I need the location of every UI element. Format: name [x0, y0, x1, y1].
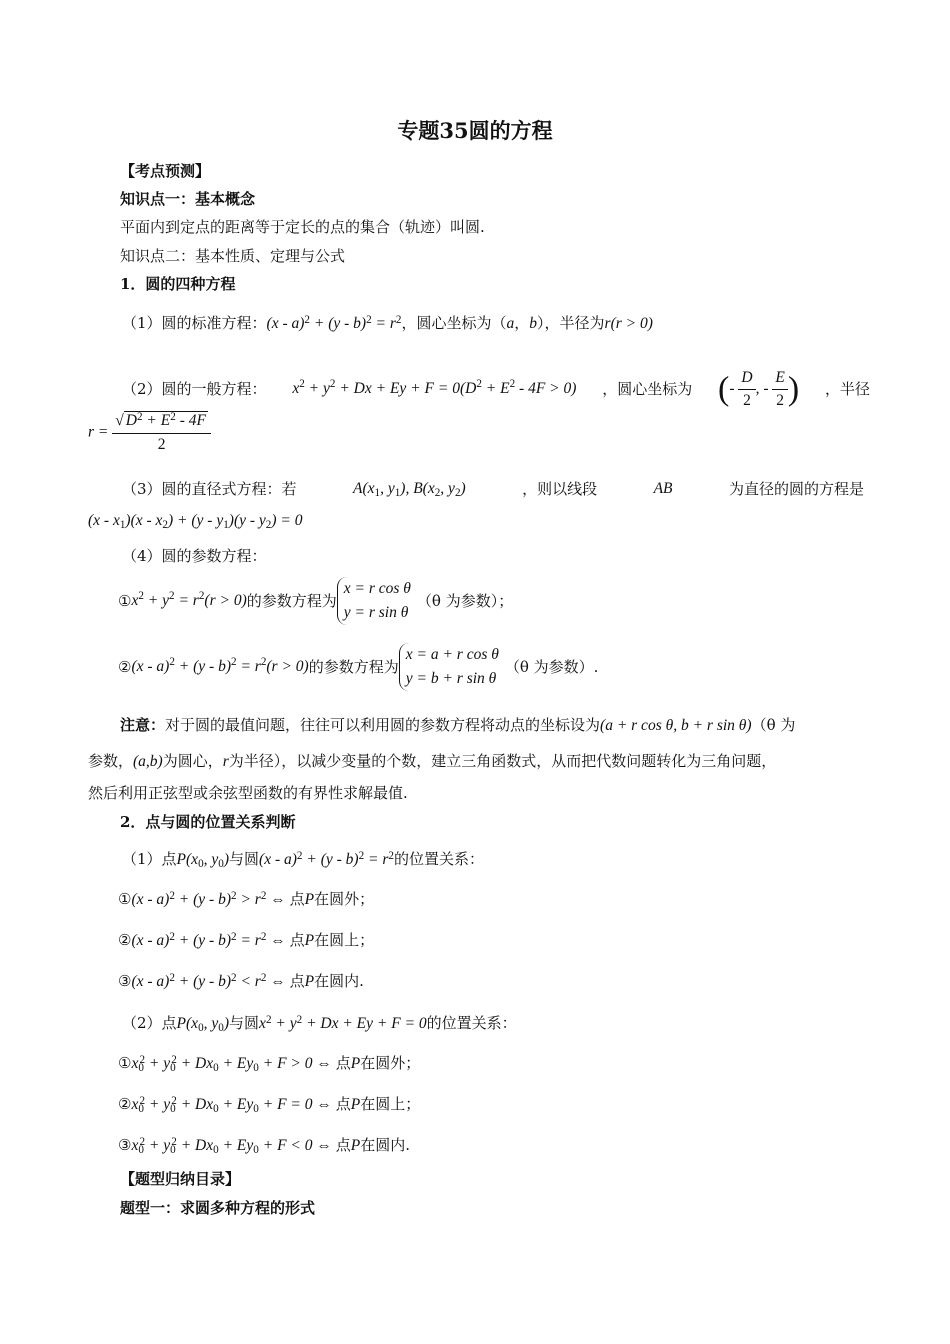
parametric-equation-2: ② $(x - a)^2 + (y - b)^2 = r^2(r > 0)$ 的参数方程为 x = a + r cos θ y = b + r sin θ （θ 为参数）. [118, 640, 598, 694]
standard-outside: ①(x - $a)^2 + (y - b)^2 > r^2$ ⇔ 点P在圆外； [118, 889, 375, 908]
standard-position-line: （1）点$P(x_0$, $y_0$)与圆$(x - a)^2 + (y - b)^2 = r^2$的位置关系： [122, 849, 484, 871]
standard-on: ②(x - $a)^2 + (y - b)^2 = r^2$ ⇔ 点P在圆上； [118, 930, 375, 949]
question-type-1: 题型一：求圆多种方程的形式 [120, 1199, 316, 1217]
four-equations-heading: 1．圆的四种方程 [120, 275, 236, 293]
section-heading-exam-points: 【考点预测】 [120, 162, 211, 180]
note-line-2: 参数，(a,b)为圆心，r为半径），以减少变量的个数，建立三角函数式，从而把代数问题转化为三角问题， [88, 752, 777, 770]
general-on: $②x_0^2 + y_0^2 + Dx_0 + Ey_0 + F = 0$ ⇔ 点P在圆上； [118, 1094, 421, 1116]
point-circle-heading: 2．点与圆的位置关系判断 [120, 813, 296, 831]
general-inside: $③x_0^2 + y_0^2 + Dx_0 + Ey_0 + F < 0$ ⇔ 点P在圆内. [118, 1135, 411, 1157]
parametric-equation-heading: （4）圆的参数方程： [122, 547, 267, 565]
parametric-point: (a + r cos θ, b + r sin θ) [600, 717, 752, 734]
general-center-formula: (- $\frac{D}{2}$ , - $\frac{E}{2}$ ) [718, 368, 800, 409]
parametric-equation-1: ① $x^2 + y^2 = r^2(r > 0)$ 的参数方程为 x = r cos θ y = r sin θ （θ 为参数）； [118, 574, 513, 628]
standard-equation-line: （1）圆的标准方程：$(x - a)^2 + (y - b)^2 = r^2$，圆心坐标为（a，b），半径为r(r > 0) [122, 313, 653, 332]
parametric-system-1: x = r cos θ y = r sin θ [337, 577, 411, 625]
standard-equation-formula: $(x - a)^2 + (y - b)^2 = r^2$ [266, 313, 402, 332]
general-radius-formula: r = $\frac{√ D^2 + E^2 - 4F}{2}$ [88, 410, 211, 456]
diameter-equation-line: （3）圆的直径式方程：若 $A(x_1$, $y_1$), $B(x_2$, $y_2$) ，则以线段 AB 为直径的圆的方程是 [122, 480, 864, 500]
diameter-equation-formula: $(x - x_1)(x - x_2) + (y - y_1)(y - y_2) = 0$ [88, 512, 303, 532]
note-line-3: 然后利用正弦型或余弦型函数的有界性求解最值. [88, 784, 408, 802]
general-equation-formula: $x^2 + y^2 + Dx + Ey + F = 0(D^2 + E^2 - 4F > 0)$ [292, 378, 577, 397]
general-equation-line: （2）圆的一般方程： $x^2 + y^2 + Dx + Ey + F = 0(D^2 + E^2 - 4F > 0)$ ，圆心坐标为 (- $\frac{D}{2}$ , - $\frac{E}{2}$ ) ，半径 [122, 366, 870, 412]
page-title: 专题35圆的方程 [397, 118, 553, 143]
knowledge-point-1-heading: 知识点一：基本概念 [120, 190, 256, 208]
parametric-system-2: x = a + r cos θ y = b + r sin θ [399, 643, 499, 691]
knowledge-point-2-heading: 知识点二：基本性质、定理与公式 [120, 247, 346, 265]
general-position-line: （2）点$P(x_0$, $y_0$)与圆$x^2 + y^2 + Dx + Ey + F = 0$的位置关系： [122, 1013, 517, 1035]
circle-definition-text: 平面内到定点的距离等于定长的点的集合（轨迹）叫圆. [120, 218, 485, 236]
diameter-endpoints: $A(x_1$, $y_1$), $B(x_2$, $y_2$) [352, 480, 466, 500]
general-outside: $①x_0^2 + y_0^2 + Dx_0 + Ey_0 + F > 0$ ⇔ 点P在圆外； [118, 1053, 421, 1075]
standard-inside: ③(x - $a)^2 + (y - b)^2 < r^2$ ⇔ 点P在圆内. [118, 971, 364, 990]
radius-condition: r(r > 0) [604, 315, 653, 332]
section-heading-question-types: 【题型归纳目录】 [120, 1170, 241, 1188]
note-line-1: 注意：对于圆的最值问题，往往可以利用圆的参数方程将动点的坐标设为(a + r cos θ, b + r sin θ)（θ 为 [120, 716, 796, 734]
